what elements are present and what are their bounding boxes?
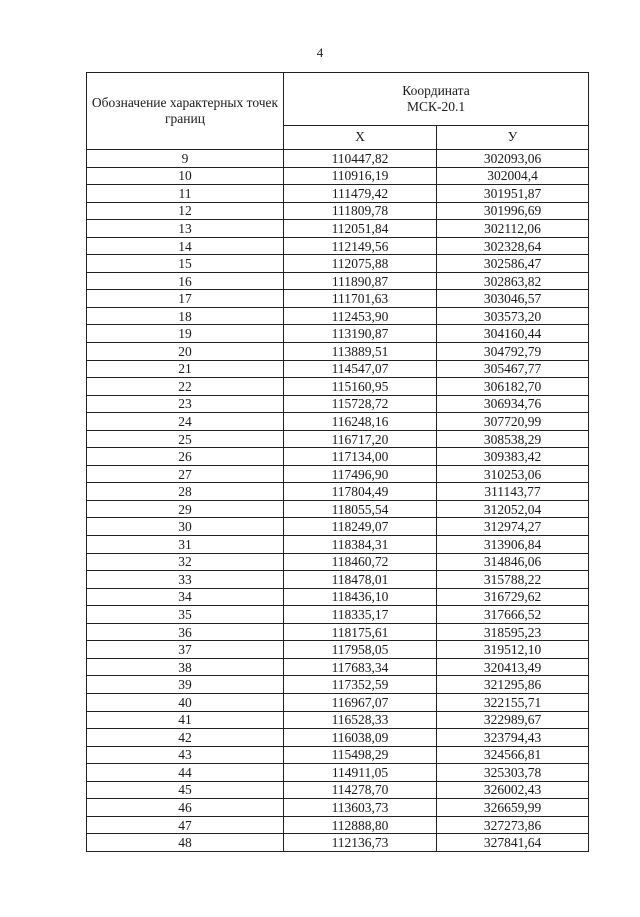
table-row [87,711,589,729]
table-row [87,536,589,554]
table-row [87,606,589,624]
point-id-cell: 41 [87,711,284,729]
table-row [87,255,589,273]
point-id-cell: 23 [87,395,284,413]
table-row [87,764,589,782]
x-coordinate-cell: 111701,63 [284,290,437,308]
x-coordinate-cell: 115728,72 [284,395,437,413]
point-id-cell: 18 [87,307,284,325]
x-coordinate-cell: 117352,59 [284,676,437,694]
x-coordinate-cell: 116248,16 [284,413,437,431]
point-id-cell: 28 [87,483,284,501]
y-coordinate-cell: 320413,49 [437,658,589,676]
table-row [87,185,589,203]
point-id-cell: 34 [87,588,284,606]
table-row [87,343,589,361]
table-row [87,658,589,676]
table-body [87,150,589,852]
point-id-cell: 30 [87,518,284,536]
x-coordinate-cell: 118384,31 [284,536,437,554]
y-coordinate-cell: 324566,81 [437,746,589,764]
y-coordinate-cell: 322989,67 [437,711,589,729]
x-coordinate-cell: 118175,61 [284,623,437,641]
point-id-cell: 44 [87,764,284,782]
table-row [87,676,589,694]
point-id-cell: 10 [87,167,284,185]
y-coordinate-cell: 312052,04 [437,500,589,518]
page-number: 4 [316,45,324,60]
y-coordinate-cell: 325303,78 [437,764,589,782]
x-coordinate-cell: 118055,54 [284,500,437,518]
point-id-cell: 16 [87,272,284,290]
y-coordinate-cell: 319512,10 [437,641,589,659]
x-coordinate-cell: 117804,49 [284,483,437,501]
point-id-cell: 35 [87,606,284,624]
x-coordinate-cell: 117496,90 [284,465,437,483]
y-coordinate-cell: 309383,42 [437,448,589,466]
point-id-cell: 37 [87,641,284,659]
y-coordinate-cell: 304160,44 [437,325,589,343]
x-coordinate-cell: 118436,10 [284,588,437,606]
x-coordinate-cell: 117683,34 [284,658,437,676]
y-coordinate-cell: 302863,82 [437,272,589,290]
table-row [87,729,589,747]
point-id-cell: 36 [87,623,284,641]
x-coordinate-cell: 112051,84 [284,220,437,238]
x-coordinate-cell: 116967,07 [284,693,437,711]
table-row [87,641,589,659]
point-id-cell: 48 [87,834,284,852]
y-coordinate-cell: 303573,20 [437,307,589,325]
y-coordinate-cell: 321295,86 [437,676,589,694]
x-coordinate-cell: 116528,33 [284,711,437,729]
table-row [87,360,589,378]
table-row [87,430,589,448]
y-coordinate-cell: 318595,23 [437,623,589,641]
table-row [87,150,589,168]
y-coordinate-cell: 311143,77 [437,483,589,501]
x-coordinate-cell: 112888,80 [284,816,437,834]
x-coordinate-cell: 113603,73 [284,799,437,817]
point-id-cell: 42 [87,729,284,747]
y-axis-header: У [437,125,589,149]
y-coordinate-cell: 316729,62 [437,588,589,606]
coordinate-title: Координата [402,82,470,98]
point-id-cell: 15 [87,255,284,273]
y-coordinate-cell: 301996,69 [437,202,589,220]
y-coordinate-cell: 326002,43 [437,781,589,799]
x-coordinate-cell: 114547,07 [284,360,437,378]
table-row [87,571,589,589]
table-row [87,202,589,220]
y-coordinate-cell: 315788,22 [437,571,589,589]
table-row [87,448,589,466]
table-row [87,307,589,325]
x-coordinate-cell: 118478,01 [284,571,437,589]
point-id-cell: 31 [87,536,284,554]
x-coordinate-cell: 116717,20 [284,430,437,448]
x-coordinate-cell: 116038,09 [284,729,437,747]
coordinate-system-name: МСК-20.1 [406,98,466,114]
point-id-cell: 25 [87,430,284,448]
y-coordinate-cell: 302112,06 [437,220,589,238]
x-axis-header: Х [284,125,437,149]
x-coordinate-cell: 118249,07 [284,518,437,536]
table-row [87,272,589,290]
point-id-cell: 45 [87,781,284,799]
x-coordinate-cell: 117134,00 [284,448,437,466]
point-id-cell: 22 [87,378,284,396]
point-id-cell: 9 [87,150,284,168]
table-row [87,500,589,518]
point-id-cell: 40 [87,693,284,711]
table-row [87,588,589,606]
x-coordinate-cell: 111479,42 [284,185,437,203]
x-coordinate-cell: 114278,70 [284,781,437,799]
table-row [87,834,589,852]
x-coordinate-cell: 118335,17 [284,606,437,624]
table-row [87,395,589,413]
point-id-cell: 33 [87,571,284,589]
point-id-cell: 39 [87,676,284,694]
x-coordinate-cell: 114911,05 [284,764,437,782]
x-coordinate-cell: 110916,19 [284,167,437,185]
y-coordinate-cell: 302004,4 [437,167,589,185]
y-coordinate-cell: 326659,99 [437,799,589,817]
y-coordinate-cell: 327273,86 [437,816,589,834]
table-row [87,378,589,396]
x-coordinate-cell: 118460,72 [284,553,437,571]
y-coordinate-cell: 313906,84 [437,536,589,554]
y-coordinate-cell: 308538,29 [437,430,589,448]
y-coordinate-cell: 302586,47 [437,255,589,273]
table-row [87,483,589,501]
table-row [87,781,589,799]
table-row [87,816,589,834]
y-coordinate-cell: 327841,64 [437,834,589,852]
y-coordinate-cell: 317666,52 [437,606,589,624]
point-id-cell: 27 [87,465,284,483]
point-id-cell: 19 [87,325,284,343]
point-id-cell: 17 [87,290,284,308]
y-coordinate-cell: 301951,87 [437,185,589,203]
point-id-cell: 32 [87,553,284,571]
point-id-cell: 43 [87,746,284,764]
y-coordinate-cell: 305467,77 [437,360,589,378]
x-coordinate-cell: 113889,51 [284,343,437,361]
table-row [87,553,589,571]
point-id-cell: 12 [87,202,284,220]
table-row [87,413,589,431]
x-coordinate-cell: 113190,87 [284,325,437,343]
x-coordinate-cell: 115498,29 [284,746,437,764]
x-coordinate-cell: 111809,78 [284,202,437,220]
x-coordinate-cell: 115160,95 [284,378,437,396]
y-coordinate-cell: 304792,79 [437,343,589,361]
table-row [87,167,589,185]
x-coordinate-cell: 110447,82 [284,150,437,168]
table-row [87,237,589,255]
table-row [87,693,589,711]
x-coordinate-cell: 112075,88 [284,255,437,273]
point-id-cell: 29 [87,500,284,518]
x-coordinate-cell: 111890,87 [284,272,437,290]
y-coordinate-cell: 303046,57 [437,290,589,308]
y-coordinate-cell: 302328,64 [437,237,589,255]
point-id-cell: 13 [87,220,284,238]
table-row [87,325,589,343]
table-row [87,518,589,536]
table-row [87,220,589,238]
table-row [87,799,589,817]
table-row [87,465,589,483]
point-id-cell: 20 [87,343,284,361]
y-coordinate-cell: 312974,27 [437,518,589,536]
y-coordinate-cell: 307720,99 [437,413,589,431]
y-coordinate-cell: 302093,06 [437,150,589,168]
point-id-cell: 38 [87,658,284,676]
point-id-cell: 21 [87,360,284,378]
x-coordinate-cell: 112136,73 [284,834,437,852]
y-coordinate-cell: 306182,70 [437,378,589,396]
point-id-cell: 24 [87,413,284,431]
y-coordinate-cell: 323794,43 [437,729,589,747]
x-coordinate-cell: 117958,05 [284,641,437,659]
point-id-cell: 47 [87,816,284,834]
point-designation-header: Обозначение характерных точек границ [87,73,284,150]
point-id-cell: 46 [87,799,284,817]
y-coordinate-cell: 310253,06 [437,465,589,483]
table-row [87,623,589,641]
point-id-cell: 26 [87,448,284,466]
table-row [87,746,589,764]
table-row [87,290,589,308]
point-id-cell: 11 [87,185,284,203]
coordinates-table [86,72,589,852]
y-coordinate-cell: 306934,76 [437,395,589,413]
x-coordinate-cell: 112453,90 [284,307,437,325]
y-coordinate-cell: 314846,06 [437,553,589,571]
point-id-cell: 14 [87,237,284,255]
x-coordinate-cell: 112149,56 [284,237,437,255]
y-coordinate-cell: 322155,71 [437,693,589,711]
coordinate-system-header [284,73,589,126]
